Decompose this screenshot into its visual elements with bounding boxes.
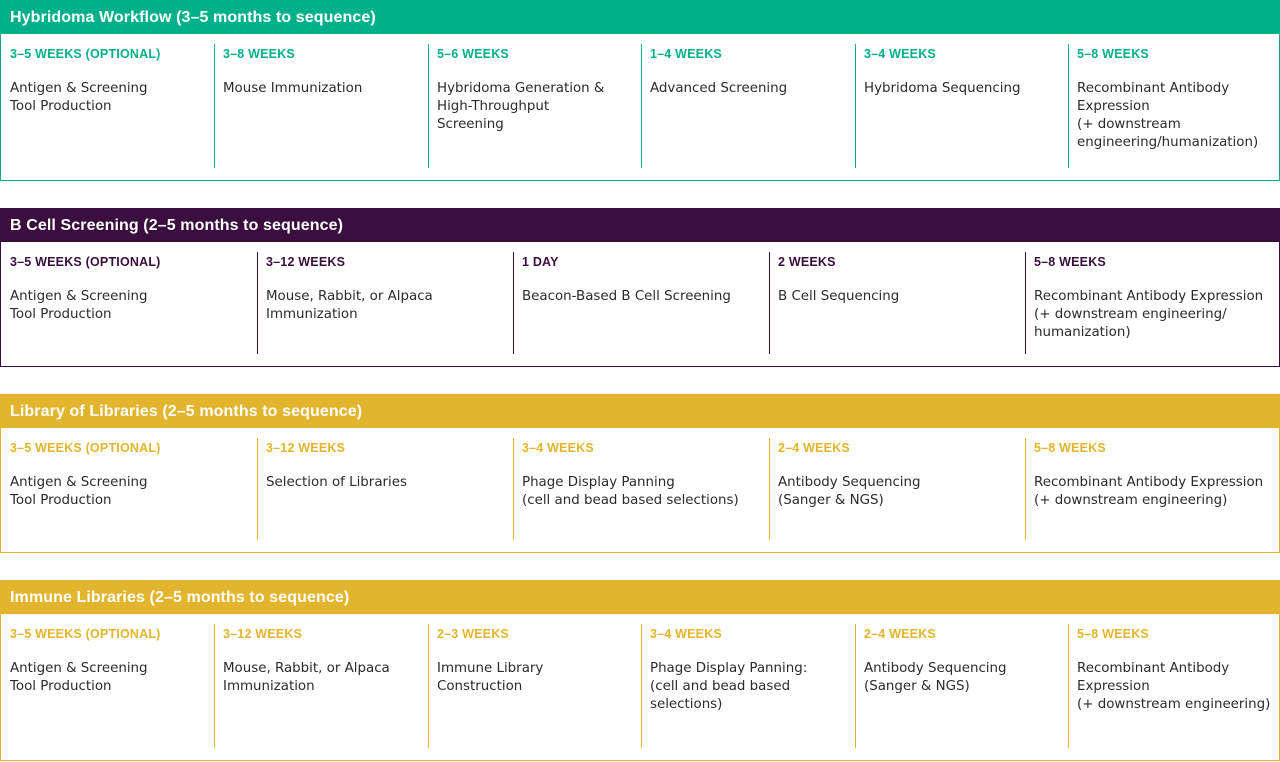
step-divider bbox=[769, 252, 770, 354]
step-card bbox=[257, 242, 513, 366]
step-card bbox=[1, 242, 257, 366]
step-title: Hybridoma Generation & High-Throughput Screening bbox=[437, 81, 605, 132]
step-divider bbox=[855, 44, 856, 168]
step-divider bbox=[513, 252, 514, 354]
step-duration: 3–5 WEEKS (OPTIONAL) bbox=[10, 627, 161, 641]
step-title: Antigen & Screening Tool Production bbox=[10, 289, 148, 322]
step-divider bbox=[214, 44, 215, 168]
step-divider bbox=[1025, 252, 1026, 354]
step-duration: 3–12 WEEKS bbox=[266, 441, 346, 455]
workflow-title: Library of Libraries (2–5 months to sequence) bbox=[1, 395, 1279, 428]
step-title: Antigen & Screening Tool Production bbox=[10, 81, 148, 114]
step-divider bbox=[769, 438, 770, 540]
step-duration: 3–4 WEEKS bbox=[522, 441, 594, 455]
step-card bbox=[641, 614, 855, 760]
step-card bbox=[1025, 428, 1279, 552]
step-divider bbox=[1068, 624, 1069, 748]
step-duration: 3–4 WEEKS bbox=[864, 47, 936, 61]
workflow-hybridoma bbox=[0, 0, 1280, 181]
step-duration: 3–4 WEEKS bbox=[650, 627, 722, 641]
step-card bbox=[428, 614, 641, 760]
step-divider bbox=[257, 438, 258, 540]
step-title: Antigen & Screening Tool Production bbox=[10, 661, 148, 694]
step-card bbox=[214, 34, 428, 180]
step-card bbox=[428, 34, 641, 180]
step-duration: 3–8 WEEKS bbox=[223, 47, 295, 61]
step-duration: 3–12 WEEKS bbox=[266, 255, 346, 269]
step-card bbox=[769, 242, 1025, 366]
step-duration: 2–3 WEEKS bbox=[437, 627, 509, 641]
workflow-library-of-libraries bbox=[0, 394, 1280, 553]
step-title: B Cell Sequencing bbox=[778, 289, 900, 304]
step-duration: 5–8 WEEKS bbox=[1077, 627, 1149, 641]
step-divider bbox=[257, 252, 258, 354]
step-title: Recombinant Antibody Expression (+ downstream engineering) bbox=[1077, 661, 1271, 712]
step-title: Recombinant Antibody Expression (+ downstream engineering/ humanization) bbox=[1034, 289, 1264, 340]
step-card bbox=[1, 428, 257, 552]
step-title: Antigen & Screening Tool Production bbox=[10, 475, 148, 508]
step-title: Recombinant Antibody Expression (+ downstream engineering) bbox=[1034, 475, 1264, 508]
step-title: Mouse Immunization bbox=[223, 81, 363, 96]
step-divider bbox=[428, 624, 429, 748]
step-duration: 2 WEEKS bbox=[778, 255, 836, 269]
step-duration: 5–8 WEEKS bbox=[1077, 47, 1149, 61]
step-title: Selection of Libraries bbox=[266, 475, 407, 490]
step-divider bbox=[214, 624, 215, 748]
step-card bbox=[513, 242, 769, 366]
step-card bbox=[513, 428, 769, 552]
step-card bbox=[1, 614, 214, 760]
step-duration: 5–6 WEEKS bbox=[437, 47, 509, 61]
step-divider bbox=[513, 438, 514, 540]
step-title: Phage Display Panning: (cell and bead based selections) bbox=[650, 661, 808, 712]
workflow-title: B Cell Screening (2–5 months to sequence) bbox=[1, 209, 1279, 242]
step-duration: 2–4 WEEKS bbox=[864, 627, 936, 641]
step-duration: 3–5 WEEKS (OPTIONAL) bbox=[10, 47, 161, 61]
step-duration: 5–8 WEEKS bbox=[1034, 441, 1106, 455]
step-divider bbox=[428, 44, 429, 168]
step-card bbox=[214, 614, 428, 760]
step-card bbox=[855, 34, 1068, 180]
step-divider bbox=[641, 44, 642, 168]
workflow-immune-libraries bbox=[0, 580, 1280, 761]
step-divider bbox=[855, 624, 856, 748]
step-divider bbox=[1068, 44, 1069, 168]
step-duration: 2–4 WEEKS bbox=[778, 441, 850, 455]
step-card bbox=[769, 428, 1025, 552]
step-title: Antibody Sequencing (Sanger & NGS) bbox=[778, 475, 921, 508]
step-card bbox=[641, 34, 855, 180]
step-duration: 1–4 WEEKS bbox=[650, 47, 722, 61]
step-divider bbox=[641, 624, 642, 748]
step-card bbox=[257, 428, 513, 552]
step-duration: 5–8 WEEKS bbox=[1034, 255, 1106, 269]
step-title: Recombinant Antibody Expression (+ downstream engineering/humanization) bbox=[1077, 81, 1259, 150]
step-title: Mouse, Rabbit, or Alpaca Immunization bbox=[223, 661, 390, 694]
step-title: Mouse, Rabbit, or Alpaca Immunization bbox=[266, 289, 433, 322]
workflow-title: Immune Libraries (2–5 months to sequence) bbox=[1, 581, 1279, 614]
step-card bbox=[1025, 242, 1279, 366]
step-divider bbox=[1025, 438, 1026, 540]
workflow-title: Hybridoma Workflow (3–5 months to sequence) bbox=[1, 1, 1279, 34]
step-duration: 3–5 WEEKS (OPTIONAL) bbox=[10, 255, 161, 269]
workflow-bcell bbox=[0, 208, 1280, 367]
step-title: Advanced Screening bbox=[650, 81, 788, 96]
step-card bbox=[1068, 614, 1279, 760]
step-title: Beacon-Based B Cell Screening bbox=[522, 289, 731, 304]
step-title: Hybridoma Sequencing bbox=[864, 81, 1021, 96]
step-duration: 3–5 WEEKS (OPTIONAL) bbox=[10, 441, 161, 455]
step-card bbox=[855, 614, 1068, 760]
step-card bbox=[1068, 34, 1279, 180]
step-duration: 3–12 WEEKS bbox=[223, 627, 303, 641]
step-title: Antibody Sequencing (Sanger & NGS) bbox=[864, 661, 1007, 694]
step-card bbox=[1, 34, 214, 180]
step-title: Phage Display Panning (cell and bead based selections) bbox=[522, 475, 739, 508]
step-title: Immune Library Construction bbox=[437, 661, 544, 694]
step-duration: 1 DAY bbox=[522, 255, 559, 269]
